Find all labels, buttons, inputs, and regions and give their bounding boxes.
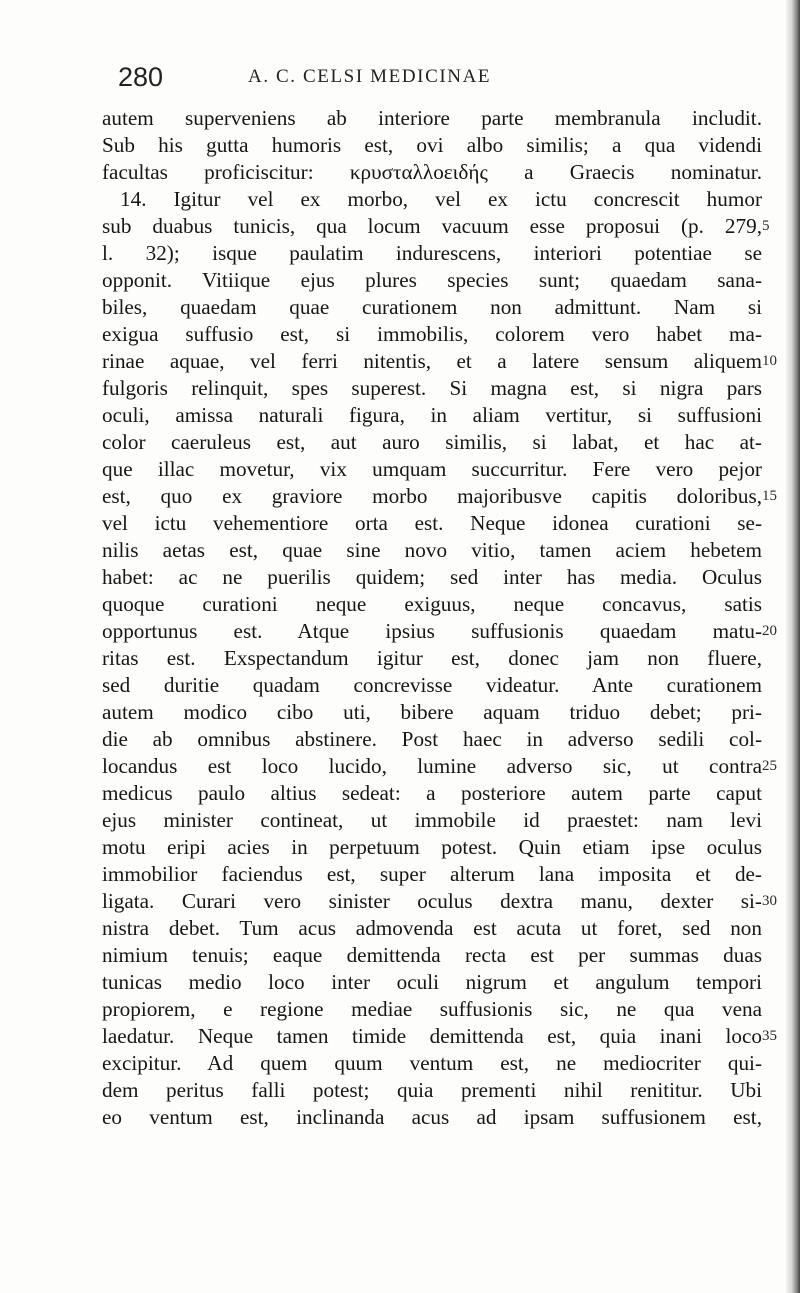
text-line: immobilior faciendus est, super alterum lana imposita et de- bbox=[102, 862, 762, 886]
body-text bbox=[102, 105, 762, 1131]
text-line: ritas est. Exspectandum igitur est, donec jam non fluere, bbox=[102, 646, 762, 670]
running-head: A. C. CELSI MEDICINAE bbox=[248, 66, 492, 87]
text-line: propiorem, e regione mediae suffusionis sic, ne qua vena bbox=[102, 997, 762, 1021]
text-line: laedatur. Neque tamen timide demittenda est, quia inani loco bbox=[102, 1024, 762, 1048]
text-line: autem modico cibo uti, bibere aquam triduo debet; pri- bbox=[102, 700, 762, 724]
margin-line-number: 20 bbox=[762, 623, 777, 639]
text-line: l. 32); isque paulatim indurescens, interiori potentiae se bbox=[102, 241, 762, 265]
text-line: excipitur. Ad quem quum ventum est, ne mediocriter qui- bbox=[102, 1051, 762, 1075]
text-line: vel ictu vehementiore orta est. Neque idonea curationi se- bbox=[102, 511, 762, 535]
text-line: medicus paulo altius sedeat: a posteriore autem parte caput bbox=[102, 781, 762, 805]
text-line: rinae aquae, vel ferri nitentis, et a latere sensum aliquem bbox=[102, 349, 762, 373]
margin-line-number: 25 bbox=[762, 758, 777, 774]
text-line: locandus est loco lucido, lumine adverso sic, ut contra bbox=[102, 754, 762, 778]
text-line: facultas proficiscitur: κρυσταλλοειδής a Graecis nominatur. bbox=[102, 160, 762, 184]
text-line: exigua suffusio est, si immobilis, colorem vero habet ma- bbox=[102, 322, 762, 346]
margin-line-number: 30 bbox=[762, 893, 777, 909]
page-gutter-shadow bbox=[786, 0, 800, 1293]
margin-line-number: 10 bbox=[762, 353, 777, 369]
text-line: dem peritus falli potest; quia prementi nihil renititur. Ubi bbox=[102, 1078, 762, 1102]
text-line: eo ventum est, inclinanda acus ad ipsam suffusionem est, bbox=[102, 1105, 762, 1129]
text-line: quoque curationi neque exiguus, neque concavus, satis bbox=[102, 592, 762, 616]
text-line: opportunus est. Atque ipsius suffusionis quaedam matu- bbox=[102, 619, 762, 643]
page-header bbox=[118, 62, 758, 98]
text-line: est, quo ex graviore morbo majoribusve capitis doloribus, bbox=[102, 484, 762, 508]
text-line: sub duabus tunicis, qua locum vacuum esse proposui (p. 279, bbox=[102, 214, 762, 238]
text-line: autem superveniens ab interiore parte membranula includit. bbox=[102, 106, 762, 130]
text-line: nimium tenuis; eaque demittenda recta est per summas duas bbox=[102, 943, 762, 967]
margin-line-number: 35 bbox=[762, 1028, 777, 1044]
margin-line-number: 5 bbox=[762, 218, 770, 234]
text-line: ligata. Curari vero sinister oculus dextra manu, dexter si- bbox=[102, 889, 762, 913]
text-line: tunicas medio loco inter oculi nigrum et angulum tempori bbox=[102, 970, 762, 994]
text-line: oculi, amissa naturali figura, in aliam vertitur, si suffusioni bbox=[102, 403, 762, 427]
text-line: fulgoris relinquit, spes superest. Si magna est, si nigra pars bbox=[102, 376, 762, 400]
text-line: nilis aetas est, quae sine novo vitio, tamen aciem hebetem bbox=[102, 538, 762, 562]
text-line: color caeruleus est, aut auro similis, si labat, et hac at- bbox=[102, 430, 762, 454]
text-line: die ab omnibus abstinere. Post haec in adverso sedili col- bbox=[102, 727, 762, 751]
page-number: 280 bbox=[118, 62, 164, 92]
text-line: nistra debet. Tum acus admovenda est acuta ut foret, sed non bbox=[102, 916, 762, 940]
text-line: opponit. Vitiique ejus plures species sunt; quaedam sana- bbox=[102, 268, 762, 292]
text-line: Sub his gutta humoris est, ovi albo similis; a qua videndi bbox=[102, 133, 762, 157]
text-line: motu eripi acies in perpetuum potest. Quin etiam ipse oculus bbox=[102, 835, 762, 859]
text-line: 14. Igitur vel ex morbo, vel ex ictu concrescit humor bbox=[120, 187, 762, 211]
text-line: biles, quaedam quae curationem non admittunt. Nam si bbox=[102, 295, 762, 319]
margin-line-number: 15 bbox=[762, 488, 777, 504]
text-line: habet: ac ne puerilis quidem; sed inter has media. Oculus bbox=[102, 565, 762, 589]
text-line: ejus minister contineat, ut immobile id praestet: nam levi bbox=[102, 808, 762, 832]
text-line: sed duritie quadam concrevisse videatur. Ante curationem bbox=[102, 673, 762, 697]
text-line: que illac movetur, vix umquam succurritur. Fere vero pejor bbox=[102, 457, 762, 481]
